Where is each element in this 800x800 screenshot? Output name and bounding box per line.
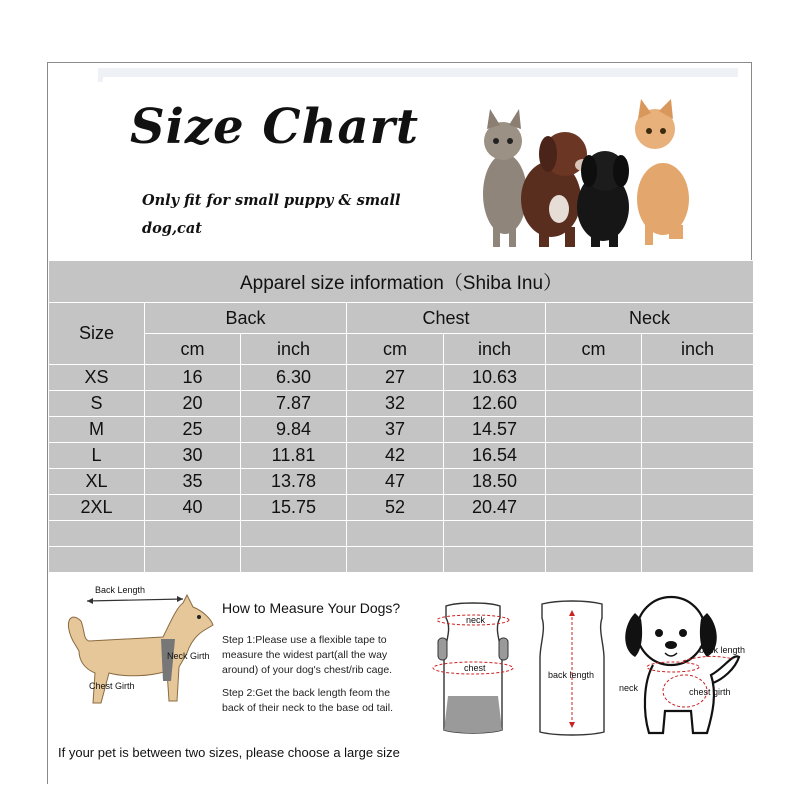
table-row	[49, 443, 754, 469]
size-cell: XS	[49, 365, 145, 391]
chest-cm-cell	[347, 547, 444, 573]
back-inch-cell: 13.78	[241, 469, 347, 495]
size-cell: S	[49, 391, 145, 417]
neck-group-header: Neck	[546, 303, 754, 334]
cartoon-back-length-label: back length	[699, 645, 746, 655]
size-advice-note: If your pet is between two sizes, please choose a large size	[58, 745, 400, 760]
garment-chest-label: chest	[464, 663, 486, 673]
how-to-measure-title: How to Measure Your Dogs?	[222, 600, 401, 616]
neck-inch-cell	[642, 547, 754, 573]
chest-cm-cell: 37	[347, 417, 444, 443]
unit-header: inch	[241, 334, 347, 365]
neck-cm-cell	[546, 495, 642, 521]
table-row	[49, 391, 754, 417]
chest-inch-cell	[444, 521, 546, 547]
chest-cm-cell: 27	[347, 365, 444, 391]
garment-back-illustration	[528, 598, 618, 738]
chest-inch-cell: 14.57	[444, 417, 546, 443]
measure-section	[48, 573, 753, 785]
size-column-header: Size	[49, 303, 145, 365]
chest-inch-cell: 16.54	[444, 443, 546, 469]
step-1-text: Step 1:Please use a flexible tape to measure the widest part(all the way around) of your dog's chest/rib cage.	[222, 634, 393, 676]
size-chart-frame	[47, 62, 752, 784]
garment-neck-label: neck	[466, 615, 486, 625]
neck-cm-cell	[546, 547, 642, 573]
neck-cm-cell	[546, 443, 642, 469]
garment-back-length-label: back length	[548, 670, 595, 680]
back-inch-cell: 6.30	[241, 365, 347, 391]
dog-back-length-label: Back Length	[95, 585, 146, 595]
garment-front-illustration	[428, 598, 518, 738]
chest-group-header: Chest	[347, 303, 546, 334]
chest-cm-cell: 52	[347, 495, 444, 521]
chest-cm-cell: 32	[347, 391, 444, 417]
neck-inch-cell	[642, 521, 754, 547]
unit-header: cm	[145, 334, 241, 365]
size-cell: M	[49, 417, 145, 443]
step-2-text: Step 2:Get the back length feom the back of their neck to the base od tail.	[222, 687, 394, 714]
neck-cm-cell	[546, 365, 642, 391]
neck-cm-cell	[546, 391, 642, 417]
neck-inch-cell	[642, 469, 754, 495]
chest-cm-cell: 42	[347, 443, 444, 469]
back-cm-cell: 35	[145, 469, 241, 495]
table-row	[49, 547, 754, 573]
size-cell	[49, 547, 145, 573]
dog-neck-girth-label: Neck Girth	[167, 651, 210, 661]
size-cell: 2XL	[49, 495, 145, 521]
back-cm-cell: 25	[145, 417, 241, 443]
back-cm-cell: 40	[145, 495, 241, 521]
brown-puppy-image	[521, 132, 591, 247]
size-cell: XL	[49, 469, 145, 495]
page-title: Size Chart	[130, 99, 420, 155]
subtitle: Only fit for small puppy & small dog,cat	[142, 192, 401, 237]
cartoon-dog-illustration	[613, 583, 753, 748]
back-inch-cell: 7.87	[241, 391, 347, 417]
black-puppy-image	[577, 151, 629, 247]
back-inch-cell	[241, 521, 347, 547]
kitten-left-image	[483, 109, 527, 247]
ginger-kitten-image	[635, 99, 689, 245]
back-cm-cell	[145, 547, 241, 573]
back-cm-cell: 30	[145, 443, 241, 469]
back-group-header: Back	[145, 303, 347, 334]
back-inch-cell	[241, 547, 347, 573]
neck-cm-cell	[546, 417, 642, 443]
unit-header: inch	[642, 334, 754, 365]
header	[68, 63, 718, 255]
cartoon-chest-girth-label: chest girth	[689, 687, 731, 697]
neck-inch-cell	[642, 443, 754, 469]
table-row	[49, 365, 754, 391]
dog-chest-girth-label: Chest Girth	[89, 681, 135, 691]
chest-inch-cell: 18.50	[444, 469, 546, 495]
size-cell	[49, 521, 145, 547]
size-cell: L	[49, 443, 145, 469]
unit-header: inch	[444, 334, 546, 365]
size-table	[48, 260, 754, 573]
chest-inch-cell: 12.60	[444, 391, 546, 417]
table-row	[49, 417, 754, 443]
table-row	[49, 469, 754, 495]
table-row	[49, 521, 754, 547]
unit-header: cm	[347, 334, 444, 365]
neck-inch-cell	[642, 495, 754, 521]
back-cm-cell: 16	[145, 365, 241, 391]
back-inch-cell: 15.75	[241, 495, 347, 521]
chest-inch-cell: 20.47	[444, 495, 546, 521]
table-row	[49, 495, 754, 521]
neck-cm-cell	[546, 469, 642, 495]
back-cm-cell	[145, 521, 241, 547]
pets-photo	[473, 99, 703, 249]
neck-inch-cell	[642, 365, 754, 391]
neck-cm-cell	[546, 521, 642, 547]
back-inch-cell: 11.81	[241, 443, 347, 469]
shiba-dog-illustration	[53, 581, 218, 721]
chest-cm-cell	[347, 521, 444, 547]
unit-header: cm	[546, 334, 642, 365]
chest-inch-cell: 10.63	[444, 365, 546, 391]
table-title: Apparel size information（Shiba Inu）	[49, 261, 754, 303]
cartoon-neck-label: neck	[619, 683, 639, 693]
neck-inch-cell	[642, 391, 754, 417]
chest-cm-cell: 47	[347, 469, 444, 495]
back-cm-cell: 20	[145, 391, 241, 417]
neck-inch-cell	[642, 417, 754, 443]
chest-inch-cell	[444, 547, 546, 573]
back-inch-cell: 9.84	[241, 417, 347, 443]
